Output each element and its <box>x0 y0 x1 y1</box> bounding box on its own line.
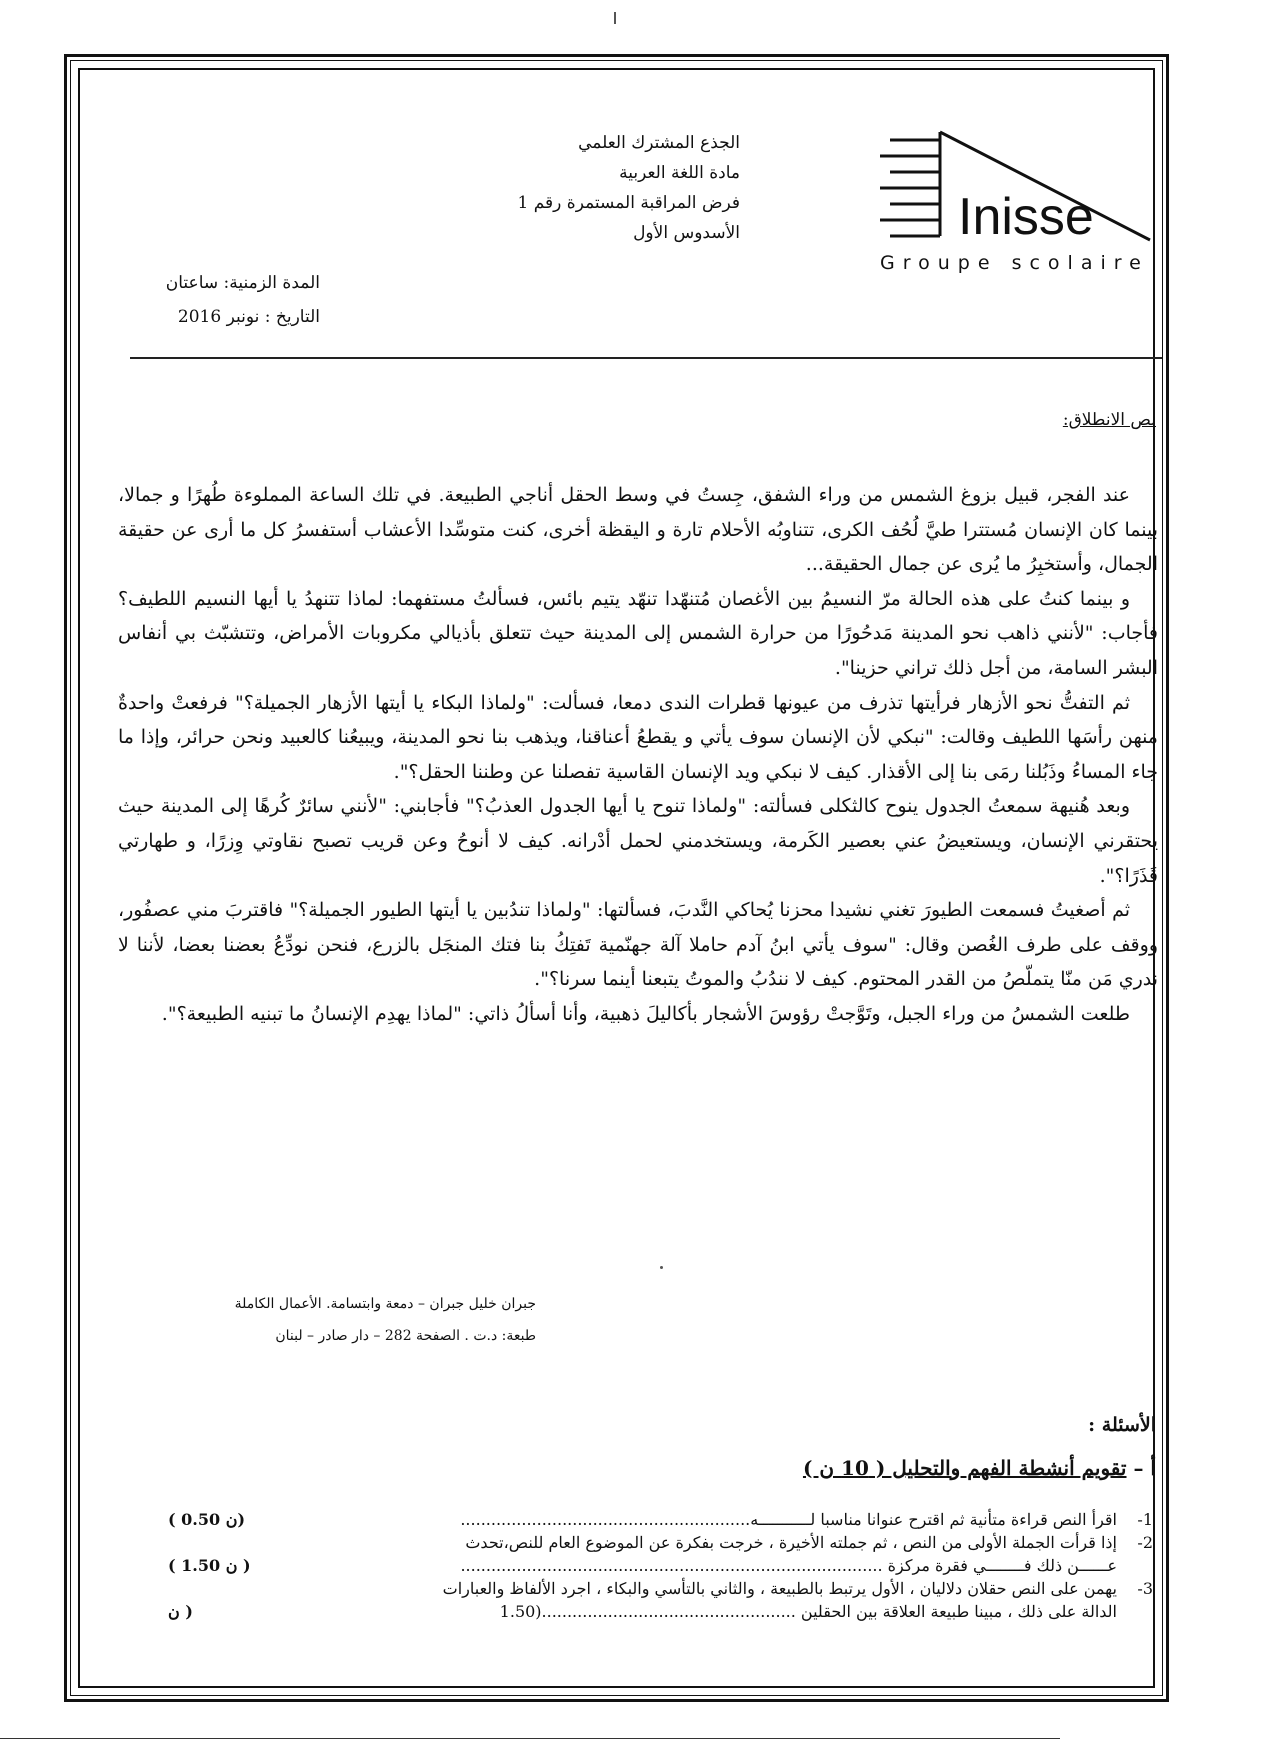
question-text: الدالة على ذلك ، مبينا طبيعة العلاقة بين الحقلين ..................................................(1.50 <box>499 1602 1117 1621</box>
question-points: ( 1.50 ن ) <box>168 1556 251 1575</box>
header-separator <box>130 357 1162 359</box>
passage-paragraph: ثم التفتُّ نحو الأزهار فرأيتها تذرف من عيونها قطرات الندى دمعا، فسألت: "ولماذا البكاء يا أيتها الأزهار الجميلة؟" فرفعتْ واحدةٌ منهن رأسَها اللطيف وقالت: "نبكي لأن الإنسان سوف يأتي و يقطعُ أعناقنا، ويذهب بنا نحو المدينة، ويبيعُنا كالعبيد ونحن حرائر، وإذا ما جاء المساءُ وذَبُلنا رمَى بنا إلى الأقذار. كيف لا نبكي ويد الإنسان القاسية تفصلنا عن وطننا الحقل؟". <box>118 691 1158 783</box>
question-text: اقرأ النص قراءة متأنية ثم اقترح عنوانا مناسبا لـــــــــــه......................................................... <box>460 1510 1117 1529</box>
passage-text <box>118 478 1158 1032</box>
questions-section-heading <box>600 1456 1156 1480</box>
header-level: الجذع المشترك العلمي <box>578 133 740 153</box>
question-number: -2 <box>1137 1533 1153 1552</box>
questions-list <box>168 1508 1153 1623</box>
footer-rule <box>0 1738 1060 1739</box>
passage-paragraph: و بينما كنتُ على هذه الحالة مرّ النسيمُ بين الأغصان مُتنهّدا تنهّد يتيم بائس، فسألتُ مستفهما: لماذا تتنهدُ يا أيها النسيم اللطيف؟ فأجاب: "لأنني ذاهب نحو المدينة مَدحُورًا من حرارة الشمس إلى المدينة حيث تتعلق بأذيالي مكروبات الأمراض، وتتشبّث بي أنفاس البشر السامة، من أجل ذلك تراني حزينا". <box>118 587 1158 679</box>
question-text: عــــــن ذلك فــــــــي فقرة مركزة ................................................................................... <box>460 1556 1117 1575</box>
question-number: -1 <box>1137 1510 1153 1529</box>
source-author: جبران خليل جبران – دمعة وابتسامة. الأعمال الكاملة <box>234 1296 536 1312</box>
questions-title: الأسئلة : <box>1088 1414 1156 1436</box>
passage-label: نص الانطلاق: <box>1062 410 1156 430</box>
question-points: ن ) <box>168 1602 193 1621</box>
logo-tagline: Groupe scolaire <box>880 252 1149 274</box>
question-points: ( 0.50 ن) <box>168 1510 246 1529</box>
question-continuation <box>168 1554 1153 1577</box>
question-item <box>168 1577 1153 1600</box>
exam-date: التاريخ : نونبر 2016 <box>177 307 320 327</box>
header-semester: الأسدوس الأول <box>633 223 740 243</box>
header-exam-title: فرض المراقبة المستمرة رقم 1 <box>517 193 740 213</box>
passage-paragraph: طلعت الشمسُ من وراء الجبل، وتَوَّجتْ رؤوسَ الأشجار بأكاليلَ ذهبية، وأنا أسألُ ذاتي: "لماذا يهدِم الإنسانُ ما تبنيه الطبيعة؟". <box>161 1002 1130 1025</box>
exam-meta <box>120 266 320 334</box>
question-number: -3 <box>1137 1579 1153 1598</box>
source-edition: طبعة: د.ت . الصفحة 282 – دار صادر – لبنان <box>275 1328 536 1344</box>
stray-dot <box>660 1266 663 1269</box>
exam-header <box>360 128 740 248</box>
questions-section-prefix: أ – <box>1133 1456 1156 1480</box>
question-text: يهمن على النص حقلان دلاليان ، الأول يرتبط بالطبيعة ، والثاني بالتأسي والبكاء ، اجرد الألفاظ والعبارات <box>442 1579 1117 1598</box>
question-item <box>168 1508 1153 1531</box>
exam-duration: المدة الزمنية: ساعتان <box>165 273 320 293</box>
passage-paragraph: عند الفجر، قبيل بزوغ الشمس من وراء الشفق، جِستُ في وسط الحقل أناجي الطبيعة. في تلك الساعة المملوءة طُهرًا و جمالا، بينما كان الإنسان مُستترا طيَّ لُحُف الكرى، تتناوبُه الأحلام تارة و اليقظة أخرى، كنت متوسِّدا الأعشاب أستفسرُ كل ما أرى عن حقيقة الجمال، وأستخبِرُ ما يُرى عن جمال الحقيقة... <box>118 484 1158 576</box>
logo-brand: Inisse <box>958 188 1094 246</box>
top-tick-mark <box>614 12 616 24</box>
passage-paragraph: وبعد هُنيهة سمعتُ الجدول ينوح كالثكلى فسألته: "ولماذا تنوح يا أيها الجدول العذبُ؟" فأجابني: "لأنني سائرٌ كُرهًا إلى المدينة حيث يحتقرني الإنسان، ويستعيضُ عني بعصير الكَرمة، ويستخدمني لحمل أدْرانه. كيف لا أنوحُ وعن قريب تصبح نقاوتي وِزرًا، و طهارتي قَذَرًا؟". <box>118 795 1158 887</box>
passage-paragraph: ثم أصغيتُ فسمعت الطيورَ تغني نشيدا محزنا يُحاكي النَّدبَ، فسألتها: "ولماذا تندُبين يا أيتها الطيور الجميلة؟" فاقتربَ مني عصفُور، ووقف على طرف الغُصن وقال: "سوف يأتي ابنُ آدم حاملا آلة جهنّمية تَفتِكُ بنا فتك المنجَل بالزرع، فنحن نودِّعُ بعضنا بعضا، لأننا لا ندري مَن منّا يتملّصُ من القدر المحتوم. كيف لا نندُبُ والموتُ يتبعنا أينما سرنا؟". <box>118 899 1158 991</box>
passage-source <box>234 1288 536 1352</box>
question-text: إذا قرأت الجملة الأولى من النص ، ثم جملته الأخيرة ، خرجت بفكرة عن الموضوع العام للنص،تحدث <box>465 1533 1117 1552</box>
question-item <box>168 1531 1153 1554</box>
question-continuation <box>168 1600 1153 1623</box>
header-subject: مادة اللغة العربية <box>619 163 740 183</box>
questions-section-title: تقويم أنشطة الفهم والتحليل ( 10 ن ) <box>802 1456 1127 1480</box>
